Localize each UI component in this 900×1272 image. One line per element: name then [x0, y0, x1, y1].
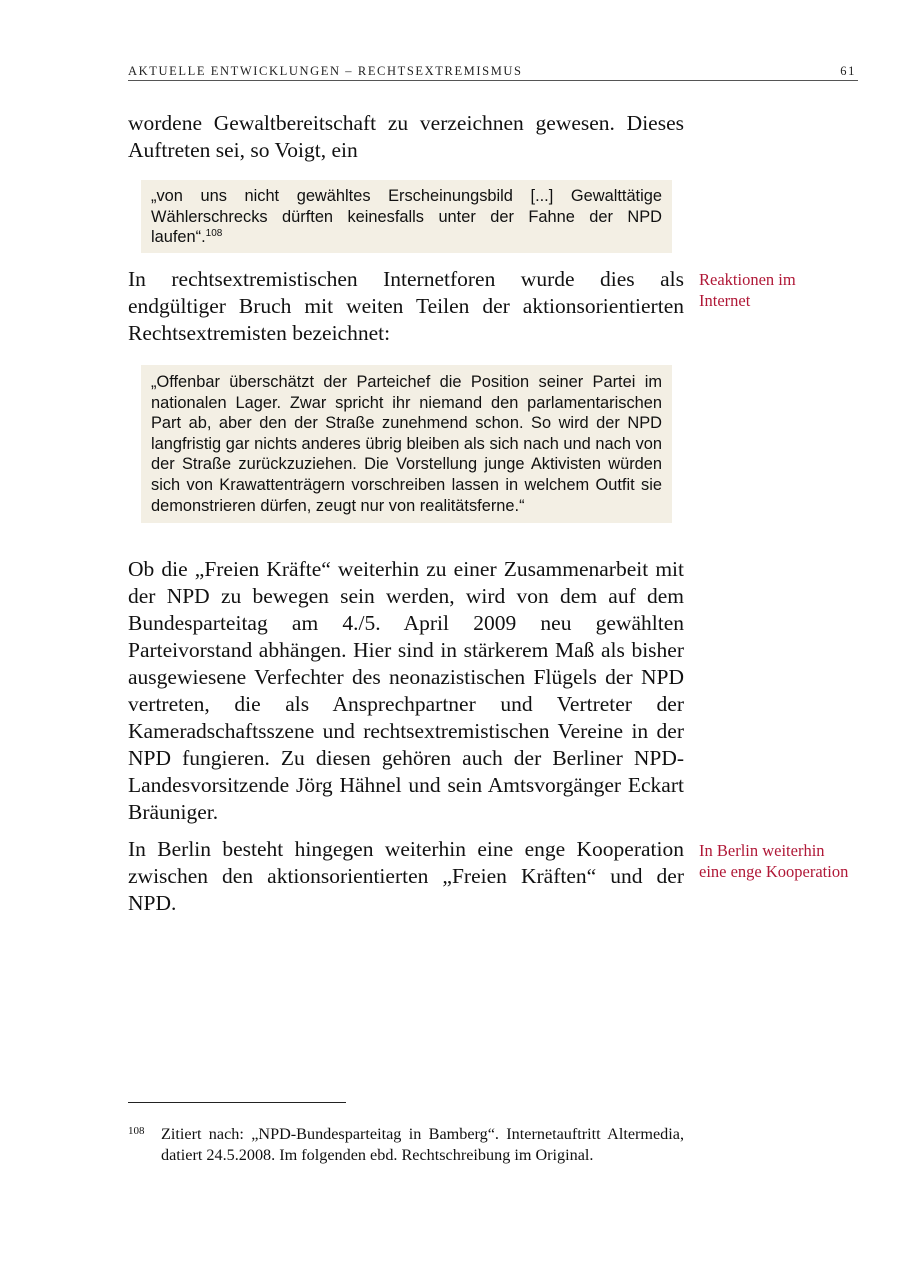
paragraph-4-container — [128, 836, 684, 917]
blockquote-1 — [141, 180, 672, 253]
paragraph-4: In Berlin besteht hingegen weiterhin eine enge Kooperation zwischen den aktionsorientierten „Freien Kräften“ und der NPD. — [128, 837, 684, 915]
running-header — [128, 62, 858, 81]
paragraph-1: wordene Gewaltbereitschaft zu verzeichnen gewesen. Dieses Auftreten sei, so Voigt, ein — [128, 111, 684, 162]
footnote-text: Zitiert nach: „NPD-Bundesparteitag in Bamberg“. Internetauftritt Altermedia, datiert 24.5.2008. Im folgenden ebd. Rechtschreibung im Original. — [161, 1125, 684, 1164]
paragraph-3-container — [128, 556, 684, 826]
running-title: AKTUELLE ENTWICKLUNGEN – RECHTSEXTREMISMUS — [128, 64, 523, 78]
page-number: 61 — [840, 64, 856, 78]
paragraph-2-container — [128, 266, 684, 347]
margin-note-reaktionen: Reaktionen im Internet — [699, 270, 796, 310]
blockquote-2 — [141, 365, 672, 523]
footnote-ref-108: 108 — [205, 228, 223, 240]
footnote-number: 108 — [128, 1125, 145, 1137]
paragraph-2: In rechtsextremistischen Internetforen wurde dies als endgültiger Bruch mit weiten Teilen der aktionsorientierten Rechtsextremisten bezeichnet: — [128, 267, 684, 345]
paragraph-1-container — [128, 110, 684, 164]
margin-note-berlin: In Berlin weiterhin eine enge Kooperation — [699, 841, 849, 881]
footnote-divider — [128, 1102, 346, 1103]
blockquote-1-text: „von uns nicht gewähltes Erscheinungsbild [...] Gewalttätige Wählerschrecks dürften keinesfalls unter der Fahne der NPD laufen“. — [151, 187, 662, 247]
paragraph-3: Ob die „Freien Kräfte“ weiterhin zu einer Zusammenarbeit mit der NPD zu bewegen sein werden, wird von dem auf dem Bundesparteitag am 4./5. April 2009 neu gewählten Parteivorstand abhängen. Hier sind in stärkerem Maß als bisher ausgewiesene Verfechter des neonazistischen Flügels der NPD vertreten, die als Ansprechpartner und Vertreter der Kameradschaftsszene und rechtsextremistischen Vereine in der NPD fungieren. Zu diesen gehören auch der Berliner NPD-Landesvorsitzende Jörg Hähnel und sein Amtsvorgänger Eckart Bräuniger. — [128, 557, 684, 824]
blockquote-2-text: „Offenbar überschätzt der Parteichef die Position seiner Partei im nationalen Lager. Zwar spricht ihr niemand den parlamentarischen Part ab, aber den der Straße zunehmend schon. So wird der NPD langfristig gar nichts anderes übrig bleiben als sich nach und nach von der Straße zurückzuziehen. Die Vorstellung junge Aktivisten würden sich von Krawattenträgern vorschreiben lassen in welchem Outfit sie demonstrieren dürfen, zeugt nur von realitätsferne.“ — [151, 373, 662, 515]
